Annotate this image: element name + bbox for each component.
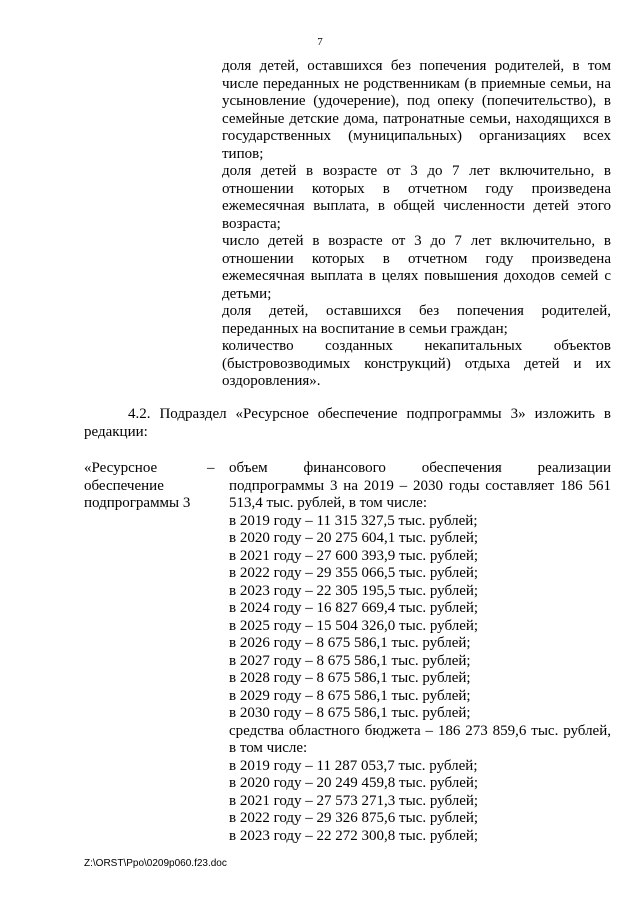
indicator-item: доля детей в возрасте от 3 до 7 лет включительно, в отношении которых в отчетном году произведена ежемесячная выплата, в общей численности детей этого возраста; <box>222 163 611 232</box>
total-year-line: в 2027 году – 8 675 586,1 тыс. рублей; <box>229 652 471 669</box>
total-funding-text: объем финансового обеспечения реализации подпрограммы 3 на 2019 – 2030 годы составляет 186 561 513,4 тыс. рублей, в том числе: <box>229 460 611 511</box>
label-dash: – <box>207 460 215 476</box>
total-year-line: в 2028 году – 8 675 586,1 тыс. рублей; <box>229 670 471 686</box>
total-year-line: в 2024 году – 16 827 669,4 тыс. рублей; <box>229 600 479 616</box>
regional-year-line: в 2021 году – 27 573 271,3 тыс. рублей; <box>229 792 479 809</box>
indicator-item: число детей в возрасте от 3 до 7 лет включительно, в отношении которых в отчетном году произведена ежемесячная выплата в целях повышения доходов семей с детьми; <box>222 233 611 302</box>
total-year-line: в 2029 году – 8 675 586,1 тыс. рублей; <box>229 687 471 704</box>
page-number: 7 <box>317 36 323 48</box>
indicator-item: доля детей, оставшихся без попечения родителей, переданных на воспитание в семьи граждан; <box>222 303 611 337</box>
total-year-line: в 2023 году – 22 305 195,5 тыс. рублей; <box>229 582 479 599</box>
file-path-footer: Z:\ORST\Ppo\0209p060.f23.doc <box>84 858 227 869</box>
total-year-line: в 2019 году – 11 315 327,5 тыс. рублей; <box>229 512 478 529</box>
total-year-line: в 2021 году – 27 600 393,9 тыс. рублей; <box>229 547 479 564</box>
total-year-line: в 2020 году – 20 275 604,1 тыс. рублей; <box>229 530 479 546</box>
total-year-line: в 2026 году – 8 675 586,1 тыс. рублей; <box>229 635 471 651</box>
regional-year-line: в 2023 году – 22 272 300,8 тыс. рублей; <box>229 827 479 844</box>
section-heading <box>84 406 611 441</box>
total-year-line: в 2030 году – 8 675 586,1 тыс. рублей; <box>229 705 471 721</box>
regional-year-line: в 2019 году – 11 287 053,7 тыс. рублей; <box>229 757 478 774</box>
resource-details <box>229 460 611 845</box>
resource-label: «Ресурсное обеспечение подпрограммы 3 <box>84 460 191 511</box>
total-year-line: в 2025 году – 15 504 326,0 тыс. рублей; <box>229 617 479 634</box>
regional-year-line: в 2022 году – 29 326 875,6 тыс. рублей; <box>229 810 479 826</box>
total-year-line: в 2022 году – 29 355 066,5 тыс. рублей; <box>229 565 479 581</box>
indicator-list <box>222 58 611 391</box>
regional-year-line: в 2020 году – 20 249 459,8 тыс. рублей; <box>229 775 479 791</box>
regional-budget-text: средства областного бюджета – 186 273 859,6 тыс. рублей, в том числе: <box>229 722 611 756</box>
indicator-item: доля детей, оставшихся без попечения родителей, в том числе переданных не родственникам (в приемные семьи, на усыновление (удочерение), под опеку (попечительство), в семейные детские дома, патронатные семьи, находящихся в государственных (муниципальных) организациях всех типов; <box>222 58 611 162</box>
section-heading-text: 4.2. Подраздел «Ресурсное обеспечение подпрограммы 3» изложить в редакции: <box>84 406 611 440</box>
indicator-item: количество созданных некапитальных объектов (быстровозводимых конструкций) отдыха детей и их оздоровления». <box>222 338 611 389</box>
